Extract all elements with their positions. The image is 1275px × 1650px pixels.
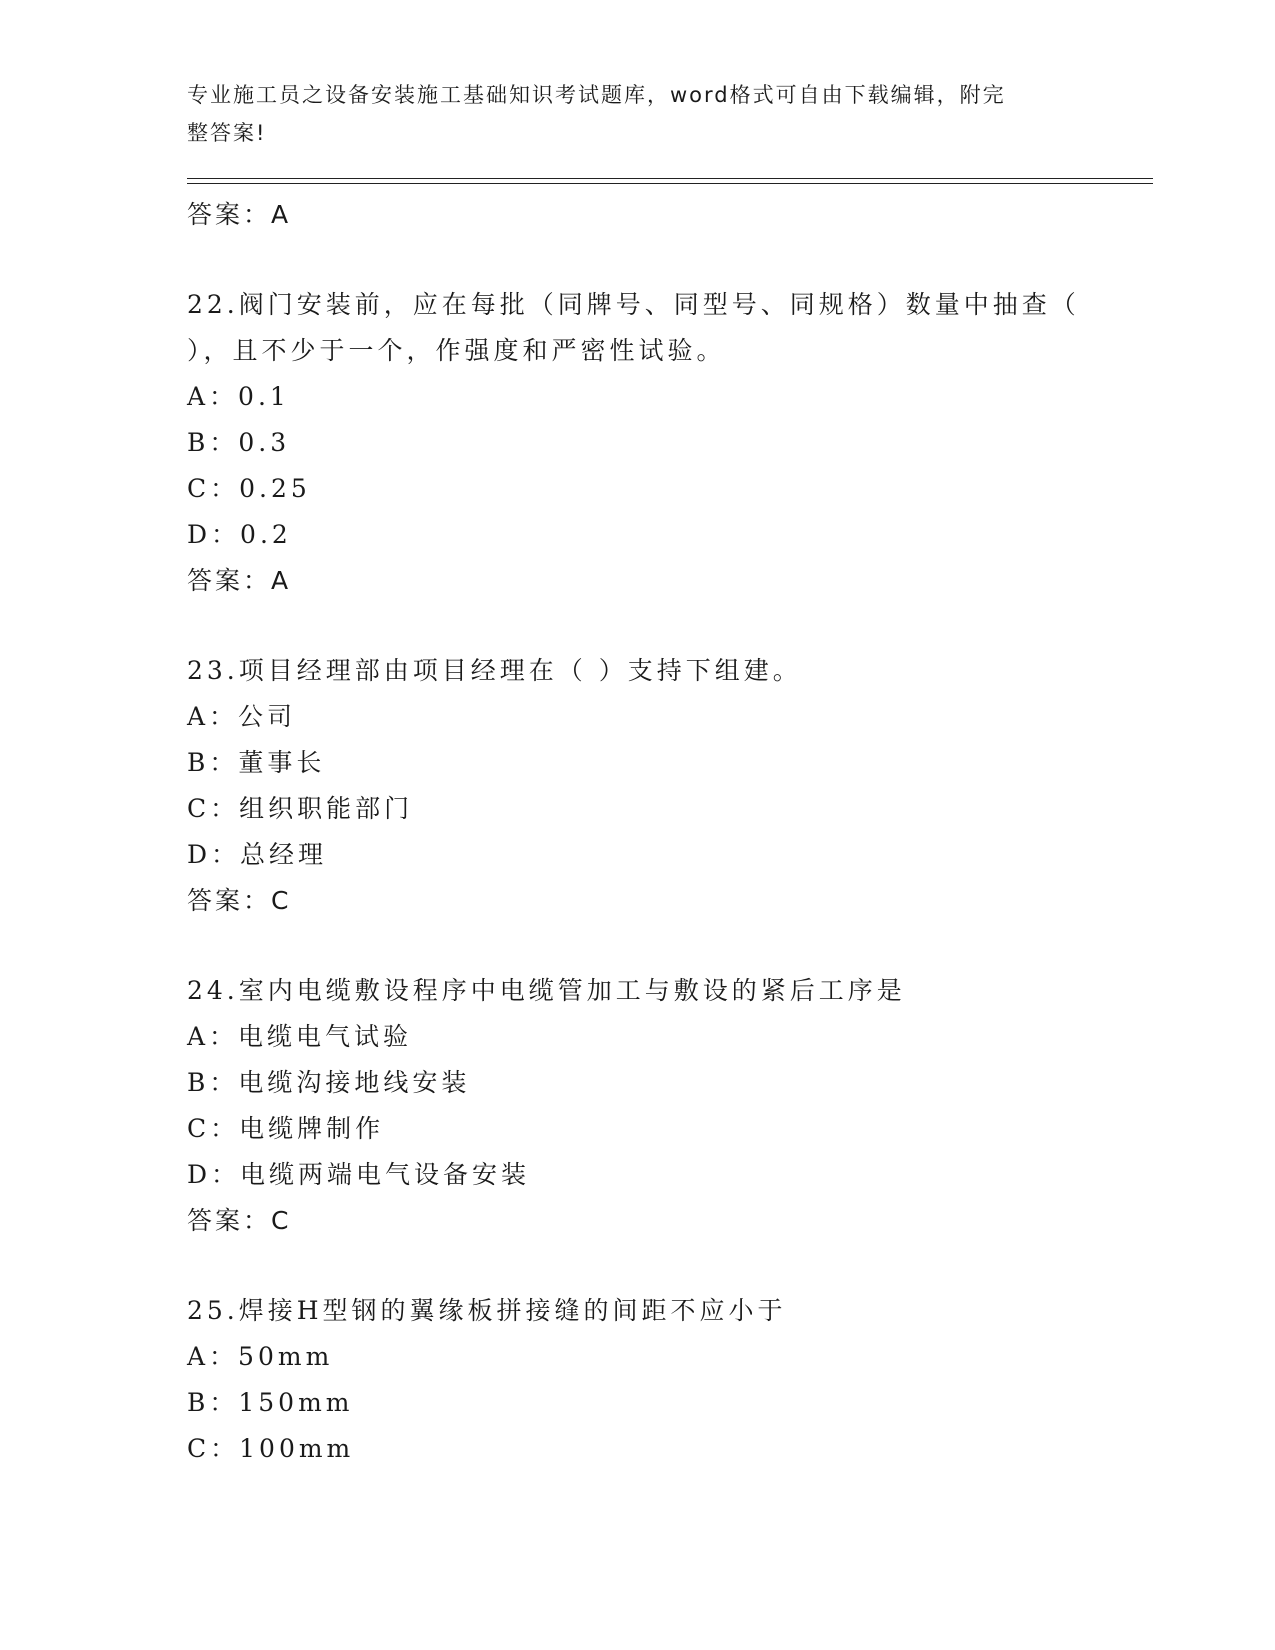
previous-answer: 答案：A	[187, 200, 292, 229]
option-c: C：电缆牌制作	[187, 1114, 385, 1143]
option-b: B：电缆沟接地线安装	[187, 1068, 471, 1097]
option-c: C：100mm	[187, 1434, 355, 1463]
question-stem: 24.室内电缆敷设程序中电缆管加工与敷设的紧后工序是	[187, 976, 906, 1005]
header-line-1: 专业施工员之设备安装施工基础知识考试题库，word格式可自由下载编辑，附完	[187, 83, 1006, 107]
header-line-2: 整答案!	[187, 121, 267, 145]
question-25	[187, 1288, 1087, 1472]
option-a: A：电缆电气试验	[187, 1022, 413, 1051]
question-stem: 25.焊接H型钢的翼缘板拼接缝的间距不应小于	[187, 1296, 787, 1325]
header-divider-bottom	[187, 183, 1153, 184]
answer: 答案：A	[187, 566, 292, 595]
answer: 答案：C	[187, 886, 292, 915]
header-divider-top	[187, 178, 1153, 179]
option-c: C：组织职能部门	[187, 794, 414, 823]
option-a: A：公司	[187, 702, 297, 731]
option-b: B：董事长	[187, 748, 326, 777]
question-stem-continued: ），且不少于一个，作强度和严密性试验。	[187, 336, 726, 365]
answer: 答案：C	[187, 1206, 292, 1235]
option-d: D：总经理	[187, 840, 328, 869]
question-24	[187, 968, 1087, 1244]
option-b: B：0.3	[187, 428, 291, 457]
option-b: B：150mm	[187, 1388, 354, 1417]
question-stem: 23.项目经理部由项目经理在（ ）支持下组建。	[187, 656, 802, 685]
document-header	[187, 76, 1067, 152]
option-d: D：0.2	[187, 520, 292, 549]
question-list	[187, 192, 1087, 1472]
option-a: A：50mm	[187, 1342, 334, 1371]
option-a: A：0.1	[187, 382, 290, 411]
question-stem: 22.阀门安装前，应在每批（同牌号、同型号、同规格）数量中抽查（	[187, 290, 1080, 319]
option-d: D：电缆两端电气设备安装	[187, 1160, 531, 1189]
option-c: C：0.25	[187, 474, 311, 503]
question-23	[187, 648, 1087, 924]
question-22	[187, 282, 1087, 604]
